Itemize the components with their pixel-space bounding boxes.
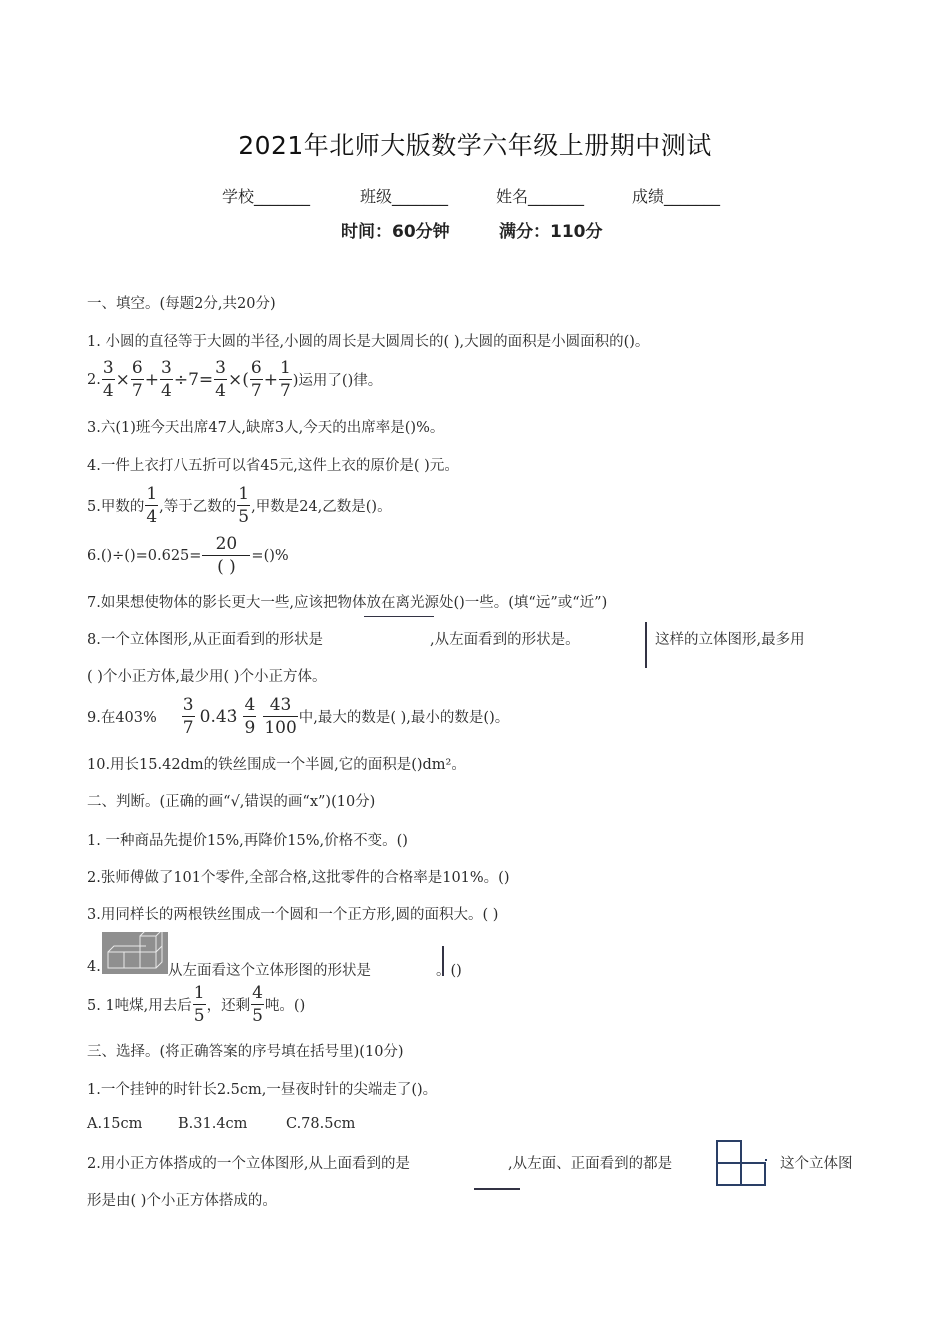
question-1-4: 4.一件上衣打八五折可以省45元,这件上衣的原价是( )元。: [87, 458, 459, 474]
section3-header: 三、选择。(将正确答案的序号填在括号里)(10分): [87, 1044, 404, 1060]
question-3-2d: 形是由( )个小正方体搭成的。: [87, 1193, 277, 1209]
time-limit: 时间：60分钟: [341, 222, 450, 242]
school-field: 学校_______: [222, 187, 311, 206]
fraction: $\frac{1}{4}$: [146, 484, 158, 527]
side-view-grid: [716, 1140, 768, 1186]
fraction: $\frac{1}{5}$: [193, 983, 205, 1026]
fraction: $\frac{3}{7}$: [182, 695, 194, 738]
question-2-2: 2.张师傅做了101个零件,全部合格,这批零件的合格率是101%。(): [87, 870, 510, 886]
fraction: $\frac{4}{9}$: [244, 695, 256, 738]
page-title: 2021年北师大版数学六年级上册期中测试: [238, 131, 712, 160]
question-2-4-end: 。(): [436, 963, 462, 979]
question-3-1: 1.一个挂钟的时针长2.5cm,一昼夜时针的尖端走了()。: [87, 1082, 438, 1098]
fraction: $\frac{3}{4}$: [215, 358, 226, 401]
fraction: $\frac{3}{4}$: [161, 358, 172, 401]
question-1-10: 10.用长15.42dm的铁丝围成一个半圆,它的面积是()dm²。: [87, 757, 466, 773]
left-view-figure: [645, 622, 647, 668]
question-3-2a: 2.用小正方体搭成的一个立体图形,从上面看到的是: [87, 1156, 410, 1172]
question-1-6: 6.()÷()=0.625= $\frac{20}{( )}$ =()%: [87, 534, 289, 577]
repeating-decimal: 0.43̇: [199, 706, 238, 727]
question-1-1: 1. 小圆的直径等于大圆的半径,小圆的周长是大圆周长的( ),大圆的面积是小圆面积的()。: [87, 334, 650, 350]
question-2-3: 3.用同样长的两根铁丝围成一个圆和一个正方形,圆的面积大。( ): [87, 907, 499, 923]
question-1-5: 5.甲数的 $\frac{1}{4}$ ,等于乙数的 $\frac{1}{5}$ ,甲数是24,乙数是()。: [87, 484, 392, 527]
fraction: $\frac{6}{7}$: [131, 358, 143, 401]
question-2-4-text: 从左面看这个立体形图的形状是: [168, 963, 371, 979]
question-2-5: 5. 1吨煤,用去后 $\frac{1}{5}$ ，还剩 $\frac{4}{5}$ 吨。(): [87, 983, 306, 1026]
question-3-2b: ,从左面、正面看到的都是: [508, 1156, 673, 1172]
question-1-2: 2. $\frac{3}{4}$ × $\frac{6}{7}$ + $\frac{3}{4}$ ÷7= $\frac{3}{4}$ ×( $\frac{6}{7}$ + $\frac{1}{7}$ )运用了()律。: [87, 358, 383, 401]
question-2-4-num: 4.: [87, 959, 101, 975]
full-score: 满分：110分: [499, 222, 603, 242]
question-3-2c: 这个立体图: [780, 1156, 853, 1172]
question-1-8a: 8.一个立体图形,从正面看到的形状是: [87, 632, 323, 648]
question-1-8c: 这样的立体图形,最多用: [655, 632, 805, 648]
question-1-3: 3.六(1)班今天出席47人,缺席3人,今天的出席率是()%。: [87, 420, 445, 436]
question-1-7: 7.如果想使物体的影长更大一些,应该把物体放在离光源处()一些。(填“远”或“近”): [87, 595, 608, 611]
fraction: $\frac{3}{4}$: [102, 358, 114, 401]
option-a: A.15cm: [87, 1116, 143, 1132]
section1-header: 一、填空。(每题2分,共20分): [87, 296, 276, 312]
score-field: 成绩_______: [632, 187, 721, 206]
section2-header: 二、判断。(正确的画“√,错误的画“x”)(10分): [87, 794, 376, 810]
question-1-9: 9.在403% $\frac{3}{7}$ 0.43̇ $\frac{4}{9}$ $\frac{43}{100}$ 中,最大的数是( ),最小的数是()。: [87, 695, 510, 738]
option-c: C.78.5cm: [286, 1116, 356, 1132]
question-1-8d: ( )个小正方体,最少用( )个小正方体。: [87, 669, 327, 685]
fraction: $\frac{1}{7}$: [279, 358, 291, 401]
class-field: 班级_______: [360, 187, 449, 206]
fraction: $\frac{4}{5}$: [252, 983, 263, 1026]
option-b: B.31.4cm: [178, 1116, 248, 1132]
question-2-1: 1. 一种商品先提价15%,再降价15%,价格不变。(): [87, 833, 408, 849]
fraction: $\frac{20}{( )}$: [202, 535, 250, 576]
q2-prefix: 2.: [87, 371, 101, 388]
fraction: $\frac{1}{5}$: [238, 484, 250, 527]
cube-stack-image: [102, 932, 168, 974]
fraction: $\frac{6}{7}$: [250, 358, 262, 401]
fraction: $\frac{43}{100}$: [264, 695, 297, 738]
top-view-figure: [474, 1188, 520, 1190]
front-view-figure: [364, 616, 434, 617]
name-field: 姓名_______: [496, 187, 585, 206]
question-1-8b: ,从左面看到的形状是。: [430, 632, 580, 648]
